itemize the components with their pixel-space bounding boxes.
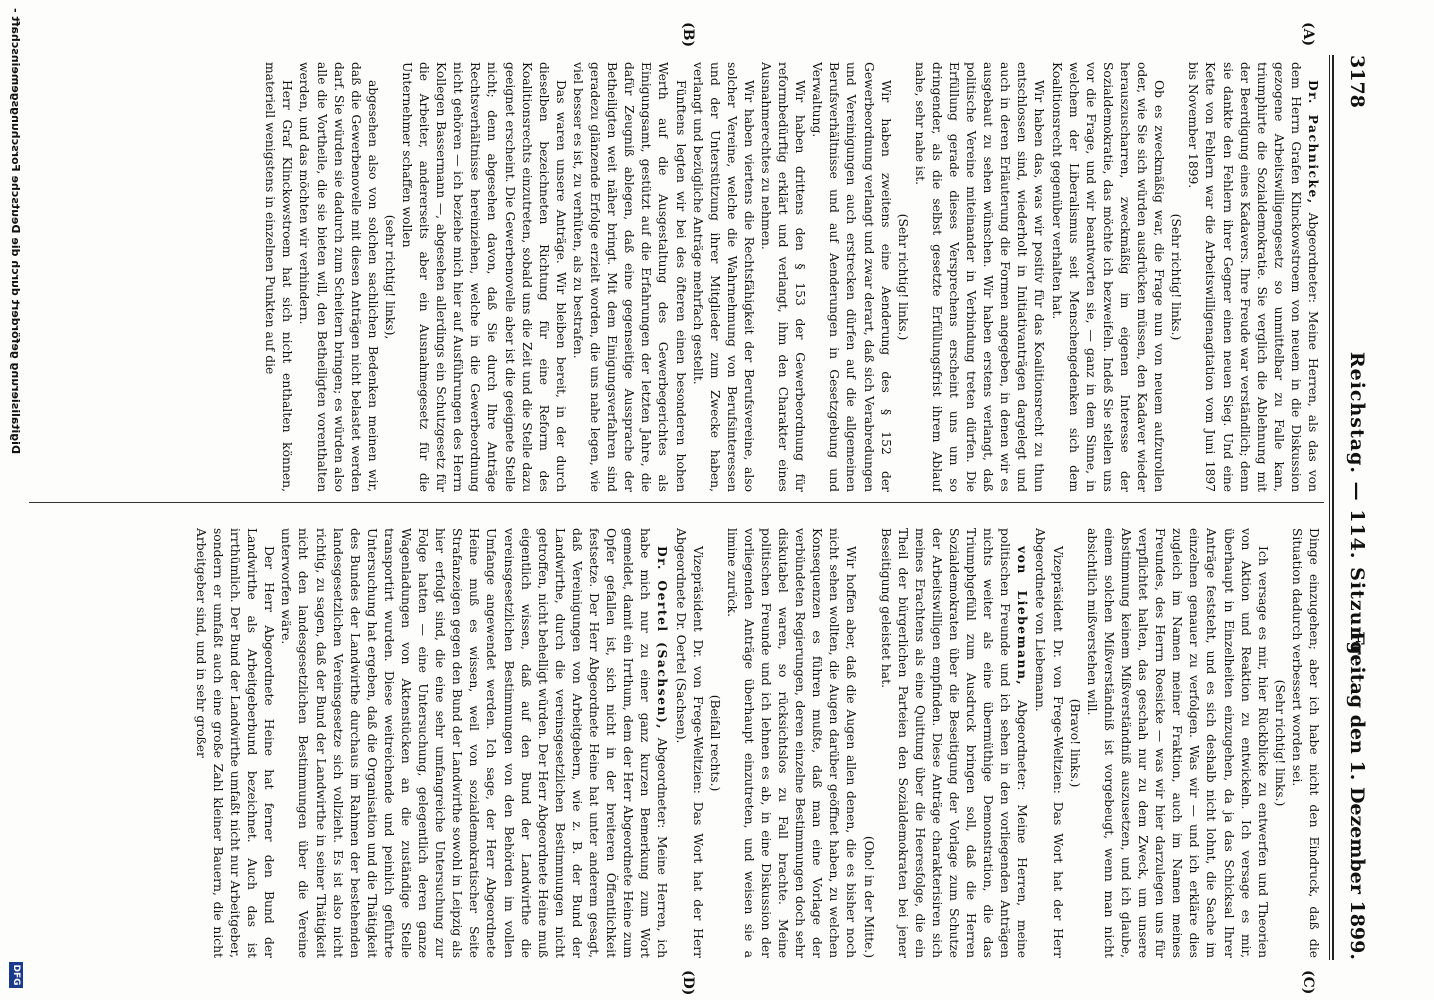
page-number: 3178 xyxy=(1346,55,1368,108)
dfg-logo: DFG xyxy=(9,962,23,988)
header-rule-thin xyxy=(1329,55,1330,960)
paragraph: Dinge einzugehen; aber ich habe nicht den Eindruck, daß die Situation dadurch verbessert worden sei. xyxy=(1289,528,1321,958)
paragraph: Dr. Pachnicke, Abgeordneter: Meine Herren, als das von dem Herrn Grafen Klinckowstroem von neuem in die Diskussion gezogene Arbeitswilligengesetz so unmittelbar zu Falle kam, triumphirte die Sozialdemokratie. Sie verglich die Ablehnung mit der Beerdigung eines Kadavers. Ihre Freude war verständlich; denn sie dankte den Fehlern ihrer Gegner einen neuen Sieg. Und eine Kette von Fehlern war die Arbeitswilligenagitation vom Juni 1897 bis November 1899. xyxy=(1186,62,1321,492)
paragraph: Vizepräsident Dr. von Frege-Weltzien: Das Wort hat der Herr Abgeordnete von Liebemann. xyxy=(1033,528,1065,958)
header-date: Freitag den 1. Dezember 1899. xyxy=(1346,631,1368,960)
paragraph: abgesehen also von solchen sachlichen Bedenken meinen wir, daß die Gewerbenovelle mit diesen Anträgen nicht belastet werden darf. Sie würden sie dadurch zum Scheitern bringen; es würden also alle die Vortheile, die sie bieten will, den Betheiligten vorenthalten werden, und das möchten wir verhindern. xyxy=(297,62,380,492)
margin-mark-d: (D) xyxy=(680,970,696,996)
running-title: Reichstag. — 114. Sitzung. xyxy=(1346,351,1368,664)
paragraph: Der Herr Abgeordnete Heine hat ferner den Bund der Landwirthe als Arbeitgeberbund bezeichnet. Auch das ist irrthümlich. Der Bund der Landwirthe umfaßt nicht nur Arbeitgeber, sondern er umfaßt auch eine große Zahl kleiner Bauern, die nicht Arbeitgeber sind, und in sehr großer xyxy=(193,528,277,958)
paragraph: Ob es zweckmäßig war, die Frage nun von neuem aufzurollen oder, wie Sie sich würden ausdrücken müssen, den Kadaver wieder herauszuscharren, zweckmäßig im eigenen Interesse der Sozialdemokratie, das möchte ich bezweifeln. Indeß Sie stellen uns vor die Frage, und wir beantworten sie, — ganz in dem Sinne, in welchem der Liberalismus seit Menschengedenken sich dem Koalitionsrecht gegenüber verhalten hat. xyxy=(1049,62,1167,492)
paragraph: Fünftens legten wir bei des öfteren einen besonderen hohen Werth auf die Ausgestaltung des Gewerbegerichtes als Einigungsamt, gestützt auf die Erfahrungen der letzten Jahre, die dafür Zeugniß ablegen, daß eine gegenseitige Aussprache der Betheiligten weit näher bringt. Mit dem Einigungsverfahren sind geradezu glänzende Erfolge erzielt worden, die uns nahe legen, wie viel besser es ist, zu verhüten, als zu bestrafen. xyxy=(570,62,688,492)
paragraph: Wir haben zweitens eine Aenderung des § 152 der Gewerbeordnung verlangt und zwar derart, daß sich Verabredungen und Vereinigungen auch erstrecken dürfen auf die allgemeinen Berufsverhältnisse und auf Aenderungen in Gesetzgebung und Verwaltung. xyxy=(810,62,893,492)
paragraph: (Oho! in der Mitte.) xyxy=(861,835,876,958)
paragraph: Herr Graf Klinckowstroem hat sich nicht enthalten können, materiell wenigstens in einzelnen Punkten auf die xyxy=(263,62,295,492)
paragraph: (Sehr richtig! links.) xyxy=(1169,213,1184,341)
speaker-name: Dr. Oertel (Sachsen), xyxy=(655,546,671,731)
paragraph: Das waren unsere Anträge. Wir bleiben bereit, in der durch dieselben bezeichneten Richtung für eine Reform des Koalitionsrechts einzutreten, sobald uns die Zeit und die Stelle dazu geeignet erscheint. Die Gewerbenovelle aber ist die geeignete Stelle nicht; denn abgesehen davon, daß Sie durch Ihre Anträge Rechtsverhältnisse hereinziehen, welche in die Gewerbeordnung nicht gehören — ich beziehe mich hier auf Ausführungen des Herrn Kollegen Bassermann —, abgesehen allerdings ein Schutzgesetz für die Arbeiter, andererseits aber ein Ausnahmegesetz für die Unternehmer schaffen wollen xyxy=(400,62,568,492)
paragraph: (sehr richtig! links), xyxy=(382,214,397,340)
paragraph: Wir haben drittens den § 153 der Gewerbeordnung für reformbedürftig erklärt und verlangt, ihm den Charakter eines Ausnahmerechtes zu nehmen. xyxy=(759,62,808,492)
speaker-name: Dr. Pachnicke, xyxy=(1306,80,1321,205)
digitization-credit: Digitalisierung gefördert durch die Deutsche Forschungsgemeinschaft - xyxy=(9,8,22,455)
paragraph: (Beifall rechts.) xyxy=(707,694,722,792)
paragraph: Wir hoffen aber, daß die Augen allen denen, die es bisher noch nicht sehen wollten, die Augen darüber geöffnet haben, zu welchen Konsequenzen es führen mußte, daß man eine Vorlage der verbündeten Regierungen, deren einzelne Bestimmungen doch sehr diskutabel waren, so rücksichtslos zu Fall brachte. Meine politischen Freunde und ich lehnen es ab, in eine Diskussion der vorliegenden Anträge überhaupt einzutreten, und weisen sie a limine zurück. xyxy=(724,528,859,958)
paragraph: (Sehr richtig! links.) xyxy=(1272,679,1287,807)
paragraph: (Sehr richtig! links.) xyxy=(895,213,910,341)
footer xyxy=(4,0,26,1000)
margin-mark-c: (C) xyxy=(1300,970,1316,995)
column-divider xyxy=(29,502,1324,503)
left-column xyxy=(32,62,1322,492)
page-header xyxy=(1336,55,1376,960)
paragraph: Vizepräsident Dr. von Frege-Weltzien: Das Wort hat der Herr Abgeordnete Dr. Oertel (Sachsen). xyxy=(673,528,705,958)
margin-mark-b: (B) xyxy=(680,22,696,48)
paragraph: von Liebemann, Abgeordneter: Meine Herren, meine politischen Freunde und ich sehen in den vorliegenden Anträgen nichts weiter als eine übermüthige Demonstration, die das Triumphgefühl zum Ausdruck bringen soll, daß die Herren Sozialdemokraten über die Beseitigung der Vorlage zum Schutze der Arbeitswilligen empfinden. Diese Anträge charakterisiren sich meines Erachtens als eine Quittung über die Heeresfolge, die ein Theil der bürgerlichen Parteien den Sozialdemokraten bei jener Beseitigung geleistet hat. xyxy=(878,528,1031,958)
paragraph: (Bravo! links.) xyxy=(1067,698,1082,788)
header-rule xyxy=(1332,55,1334,960)
paragraph: Wir haben das, was wir positiv für das Koalitionsrecht zu thun entschlossen sind, wiederholt in Initiativanträgen dargelegt und auch in deren Erläuterung die Formen angegeben, in denen wir es ausgebaut zu sehen wünschen. Wir haben erstens verlangt, daß politische Vereine miteinander in Verbindung treten dürfen. Die Erfüllung gerade dieses Versprechens erscheint uns um so dringender, als die selbst gesetzte Erfüllungsfrist ihrem Ablauf nahe, sehr nahe ist. xyxy=(912,62,1047,492)
paragraph: Wir haben viertens die Rechtsfähigkeit der Berufsvereine, also solcher Vereine, welche die Wahrnehmung von Berufsinteressen und der Unterstützung ihrer Mitglieder zum Zwecke haben, verlangt und bezügliche Anträge mehrfach gestellt. xyxy=(690,62,756,492)
margin-mark-a: (A) xyxy=(1300,22,1316,47)
speaker-name: von Liebemann, xyxy=(1015,546,1031,687)
paragraph: Ich versage es mir, hier Rückblicke zu entwerfen und Theorien von Aktion und Reaktion zu entwickeln. Ich versage es mir, überhaupt in Einzelheiten einzugehen, da ja das Schicksal Ihrer Anträge feststeht, und es sich deshalb nicht lohnt, die Sache im einzelnen genauer zu verfolgen. Was wir — und ich erkläre dies zugleich im Namen meiner Fraktion, auch im Namen meines Freundes, des Herrn Roesicke — was wir hier darzulegen uns für verpflichtet halten, das geschah nur zu dem Zweck, um unsere Abstimmung keinem Mißverständniß auszusetzen, und ich glaube, einem solchen Mißverständniß ist vorgebeugt, wenn man nicht absichtlich mißverstehen will. xyxy=(1084,528,1270,958)
paragraph: Dr. Oertel (Sachsen), Abgeordneter: Meine Herren, ich habe mich nur zu einer ganz kurzen Bemerkung zum Wort gemeldet, damit ein Irrthum, dem der Herr Abgeordnete Heine zum Opfer gefallen ist, sich nicht in der breiteren Öffentlichkeit festsetze. Der Herr Abgeordnete Heine hat unter anderem gesagt, daß Vereinigungen von Arbeitgebern, wie z. B. der Bund der Landwirthe, durch die vereinsgesetzlichen Bestimmungen nicht getroffen, nicht behelligt würden. Der Herr Abgeordnete Heine muß eigentlich wissen, daß auf den Bund der Landwirthe die vereinsgesetzlichen Bestimmungen von den Behörden im vollen Umfange angewendet werden. Ich sage, der Herr Abgeordnete Heine muß es wissen, weil von sozialdemokratischer Seite Strafanzeigen gegen den Bund der Landwirthe sowohl in Leipzig als hier erfolgt sind, die eine sehr umfangreiche Untersuchung zur Folge hatten — eine Untersuchung, gelegentlich deren ganze Wagenladungen von Aktenstücken an die zuständige Stelle transportirt wurden. Diese weitreichende und peinlich geführte Untersuchung hat ergeben, daß die Organisation und die Thätigkeit des Bundes der Landwirthe durchaus im Rahmen der bestehenden landesgesetzlichen Vereinsgesetze sich vollzieht. Es ist also nicht richtig, zu sagen, daß der Bund der Landwirthe in seiner Thätigkeit nicht den landesgesetzlichen Bestimmungen über die Vereine unterworfen wäre. xyxy=(279,528,671,958)
right-column xyxy=(32,528,1322,958)
